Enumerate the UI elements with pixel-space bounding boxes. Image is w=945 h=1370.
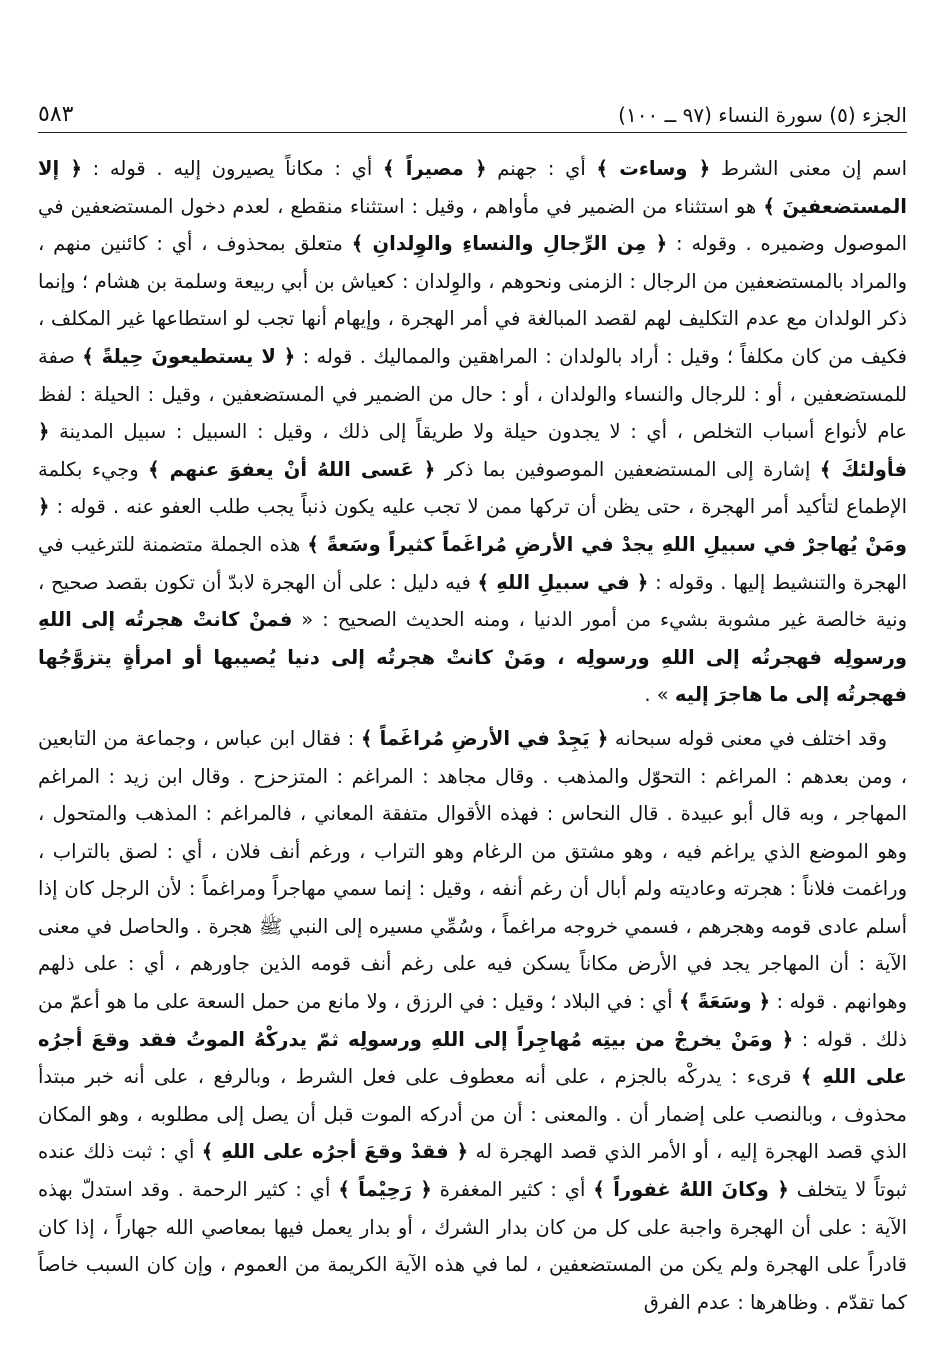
text-run: إشارة إلى المستضعفين الموصوفين بما ذكر [435, 457, 820, 481]
text-run: فيه دليل : على أن الهجرة لابدّ أن تكون بقصد صحيح ، ونية خالصة غير مشوبة بشيء من أمور الدنيا ، ومنه الحديث الصحيح : « [38, 570, 907, 632]
quran-quote: ﴿ لا يستطيعونَ حِيلةً ﴾ [82, 344, 296, 368]
quran-quote: ﴿ عَسى اللهُ أنْ يعفوَ عنهم ﴾ [148, 457, 436, 481]
page-header [38, 92, 907, 133]
text-run: قرىء : يدركْه بالجزم ، على أنه معطوف على فعل الشرط ، وبالرفع ، على أنه خبر مبتدأ محذوف ، وبالنصب على إضمار أن . والمعنى : أن من أدركه الموت قبل أن يصل إلى مطلوبه ، وهو المكان الذي قصد الهجرة إليه ، أو الأمر الذي قصد الهجرة له [38, 1065, 907, 1164]
quran-quote: ﴿ ومَنْ يخرجْ من بيتِه مُهاجِراً إلى اللهِ ورسولِه ثمّ يدركْهُ الموتُ فقد وقعَ أجرُه على اللهِ ﴾ [38, 1027, 907, 1089]
text-run: أي : ثبت ذلك عنده ثبوتاً لا يتخلف [38, 1140, 907, 1202]
paragraph-2 [38, 720, 907, 1322]
quran-quote: ﴿ وسَعَةً ﴾ [679, 990, 771, 1014]
quran-quote: ﴿ وكانَ اللهُ غفوراً ﴾ [593, 1178, 789, 1202]
quran-quote: ﴿ فأولئكَ ﴾ [38, 420, 907, 481]
text-run: صفة للمستضعفين ، أو : للرجال والنساء والولدان ، أو : حال من الضمير في المستضعفين ، وقيل : الحيلة : لفظ عام لأنواع أسباب التخلص ، أي : لا يجدون حيلة ولا طريقاً إلى ذلك ، وقيل : السبيل : سبيل المدينة [38, 344, 907, 444]
quran-quote: فمنْ كانتْ هجرتُه إلى اللهِ ورسولِه فهجرتُه إلى اللهِ ورسولِه ، ومَنْ كانتْ هجرتُه إلى دنيا يُصيبها أو امرأةٍ يتزوَّجُها فهجرتُه إلى ما هاجرَ إليه [38, 608, 907, 707]
text-run: » . [644, 683, 675, 707]
quran-quote: ﴿ مِن الرِّجالِ والنساءِ والوِلدانِ ﴾ [351, 232, 668, 256]
text-run: وقد اختلف في معنى قوله سبحانه [608, 726, 887, 750]
page-body [38, 150, 907, 1321]
quran-quote: ﴿ في سبيلِ اللهِ ﴾ [477, 570, 649, 594]
text-run: هذه الجملة متضمنة للترغيب في الهجرة والتنشيط إليها . وقوله : [38, 532, 908, 594]
text-run: : فقال ابن عباس ، وجماعة من التابعين ، ومن بعدهم : المراغم : التحوّل والمذهب . وقال مجاهد : المراغم : المتزحزح . وقال ابن زيد : المراغم المهاجر ، وبه قال أبو عبيدة . قال النحاس : فهذه الأقوال متفقة المعاني ، فالمراغم : المذهب والمتحول ، وهو الموضع الذي يراغم فيه ، وهو مشتق من الرغام وهو التراب ، ورغم أنف فلان ، أي : لصق بالتراب ، وراغمت فلاناً : هجرته وعاديته ولم أبال أن رغم أنفه ، وقيل : إنما سمي مهاجراً ومراغماً : لأن الرجل كان إذا أسلم عادى قومه وهجرهم ، فسمي خروجه مراغماً ، وسُمِّي مسيره إلى النبي ﷺ هجرة . والحاصل في معنى الآية : أن المهاجر يجد في الأرض مكاناً يسكن فيه على رغم أنف قومه الذين جاورهم ، أي : على ذلهم وهوانهم . قوله : [38, 726, 907, 1014]
text-run: أي : كثير المغفرة [431, 1178, 594, 1202]
quran-quote: ﴿ مصيراً ﴾ [383, 157, 487, 180]
text-run: متعلق بمحذوف ، أي : كائنين منهم ، والمراد بالمستضعفين من الرجال : الزمنى ونحوهم ، والوِلدان : كعياش بن أبي ربيعة وسلمة بن هشام ؛ وإنما ذكر الولدان مع عدم التكليف لهم لقصد المبالغة في أمر الهجرة ، وإيهام أنها تجب لو استطاعها غير المكلف ، فكيف من كان مكلفاً ؛ وقيل : أراد بالولدان : المراهقين والمماليك . قوله : [38, 232, 907, 368]
paragraph-1 [38, 150, 907, 714]
text-run: وجيء بكلمة الإطماع لتأكيد أمر الهجرة ، حتى يظن أن تركها ممن لا تجب عليه يكون ذنباً يجب طلب العفو عنه . قوله : [38, 457, 907, 519]
quran-quote: ﴿ رَحِيْماً ﴾ [338, 1178, 432, 1202]
chapter-title: الجزء (٥) سورة النساء (٩٧ ــ ١٠٠) [618, 103, 907, 127]
quran-quote: ﴿ إلا المستضعفينَ ﴾ [38, 157, 907, 218]
quran-quote: ﴿ يَجِدْ في الأرضِ مُراغَماً ﴾ [360, 726, 609, 750]
text-run: أي : كثير الرحمة . وقد استدلّ بهذه الآية : على أن الهجرة واجبة على كل من كان بدار الشرك ، أو بدار يعمل فيها بمعاصي الله جهاراً ، إذا كان قادراً على الهجرة ولم يكن من المستضعفين ، لما في هذه الآية الكريمة من العموم ، وإن كان السبب خاصاً كما تقدّم . وظاهرها : عدم الفرق [38, 1178, 907, 1314]
text-run: أي : جهنم [486, 157, 597, 180]
text-run: اسم إن معنى الشرط [710, 157, 908, 180]
quran-quote: ﴿ فقدْ وقعَ أجرُه على اللهِ ﴾ [201, 1140, 469, 1164]
text-run: أي : في البلاد ؛ وقيل : في الرزق ، ولا مانع من حمل السعة على ما هو أعمّ من ذلك . قوله : [38, 990, 907, 1051]
page-number: ٥٨٣ [38, 102, 74, 127]
quran-quote: ﴿ ومَنْ يُهاجرْ في سبيلِ اللهِ يجدْ في الأرضِ مُراغَماً كثيراً وسَعةً ﴾ [38, 495, 907, 556]
text-run: أي : مكاناً يصيرون إليه . قوله : [81, 157, 384, 180]
text-run: هو استثناء من الضمير في مأواهم ، وقيل : استثناء منقطع ، لعدم دخول المستضعفين في الموصول وضميره . وقوله : [38, 194, 907, 256]
quran-quote: ﴿ وساءت ﴾ [596, 157, 711, 180]
